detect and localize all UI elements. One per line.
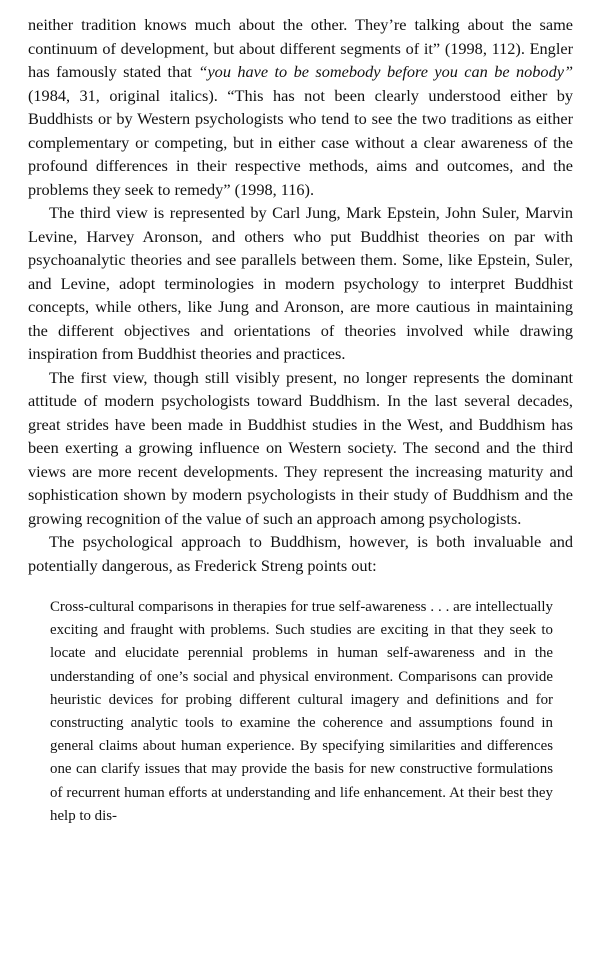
paragraph-1-text-after: (1984, 31, original italics). “This has not been clearly understood either by Buddhists or by Western psychologists who tend to see the two traditions as either complementary or competing, but in either case without a clear awareness of the profound differences in their respective methods, aims and outcomes, and the problems they seek to remedy” (1998, 116). (28, 85, 573, 199)
paragraph-1 (28, 13, 573, 201)
paragraph-1-italic-quote: “you have to be somebody before you can be nobody” (198, 62, 573, 81)
paragraph-4: The psychological approach to Buddhism, however, is both invaluable and potentially dangerous, as Frederick Streng points out: (28, 532, 573, 575)
paragraph-3: The first view, though still visibly present, no longer represents the dominant attitude of modern psychologists toward Buddhism. In the last several decades, great strides have been made in Buddhist studies in the West, and Buddhism has been exerting a growing influence on Western society. The second and the third views are more recent developments. They represent the increasing maturity and sophistication shown by modern psychologists in their study of Buddhism and the growing recognition of the value of such an approach among psychologists. (28, 367, 573, 528)
paragraph-2: The third view is represented by Carl Jung, Mark Epstein, John Suler, Marvin Levine, Harvey Aronson, and others who put Buddhist theories on par with psychoanalytic theories and see parallels between them. Some, like Epstein, Suler, and Levine, adopt terminologies in modern psychology to interpret Buddhist concepts, while others, like Jung and Aronson, are more cautious in maintaining the different objectives and orientations of theories involved while drawing inspiration from Buddhist theories and practices. (28, 203, 573, 363)
paragraph-1-text-before: neither tradition knows much about the other. They’re talking about the same continuum of development, but about different segments of it” (1998, 112). Engler has famously stated that (28, 15, 573, 81)
page (28, 0, 573, 828)
block-quote: Cross-cultural comparisons in therapies for true self-awareness . . . are intellectually exciting and fraught with problems. Such studies are exciting in that they seek to locate and elucidate perennial problems in human self-awareness and in the understanding of one’s social and physical environment. Comparisons can provide heuristic devices for probing different cultural imagery and definitions and for constructing analytic tools to examine the coherence and assumptions found in general claims about human experience. By specifying similarities and differences one can clarify issues that may provide the basis for new constructive formulations of recurrent human efforts at understanding and life enhancement. At their best they help to dis- (50, 599, 553, 824)
